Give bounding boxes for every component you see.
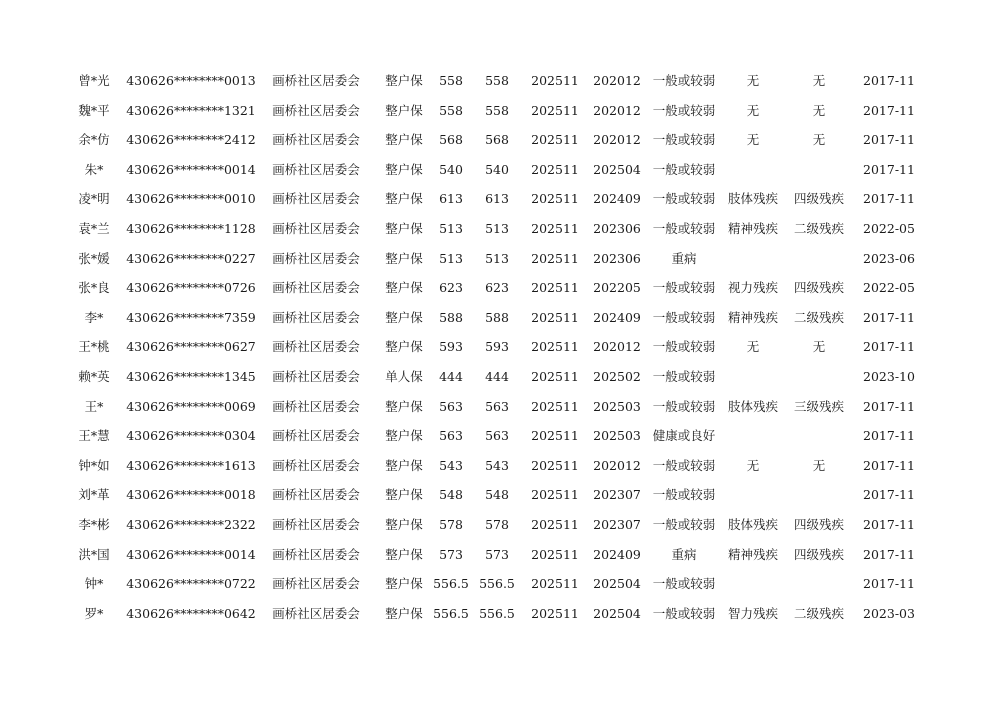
start-period-cell: 202511 [531,161,579,177]
resident-name-cell: 王* [84,398,104,414]
assistance-amount-total-cell: 513 [485,220,509,236]
id-number-cell: 430626********1321 [126,102,256,118]
assistance-amount-total-cell: 568 [485,132,509,148]
assistance-amount-total-cell: 556.5 [479,576,515,592]
start-period-cell: 202511 [531,576,579,592]
assistance-type-cell: 整户保 [385,309,423,325]
id-number-cell: 430626********0627 [126,339,256,355]
end-period-cell: 202504 [593,161,641,177]
start-period-cell: 202511 [531,132,579,148]
id-number-cell: 430626********0304 [126,428,256,444]
assistance-amount-total-cell: 613 [485,191,509,207]
id-number-cell: 430626********0010 [126,191,256,207]
assistance-amount-cell: 558 [439,102,463,118]
end-period-cell: 202503 [593,428,641,444]
table-row [0,66,1000,96]
community-name-cell: 画桥社区居委会 [272,576,360,592]
start-period-cell: 202511 [531,309,579,325]
community-name-cell: 画桥社区居委会 [272,220,360,236]
resident-name-cell: 余*仿 [78,132,110,148]
assistance-type-cell: 整户保 [385,280,423,296]
table-row [0,155,1000,185]
community-name-cell: 画桥社区居委会 [272,191,360,207]
enrollment-date-cell: 2017-11 [863,339,915,355]
table-row [0,451,1000,481]
assistance-amount-total-cell: 593 [485,339,509,355]
end-period-cell: 202012 [593,339,641,355]
enrollment-date-cell: 2017-11 [863,191,915,207]
assistance-amount-cell: 556.5 [433,576,469,592]
assistance-type-cell: 单人保 [385,368,423,384]
enrollment-date-cell: 2017-11 [863,132,915,148]
disability-type-cell: 视力残疾 [727,280,779,296]
enrollment-date-cell: 2022-05 [863,220,915,236]
disability-level-cell: 四级残疾 [793,191,845,207]
end-period-cell: 202409 [593,309,641,325]
id-number-cell: 430626********0726 [126,280,256,296]
id-number-cell: 430626********0227 [126,250,256,266]
disability-type-cell: 无 [746,339,760,355]
disability-type-cell: 肢体残疾 [727,398,779,414]
disability-type-cell: 智力残疾 [727,605,779,621]
start-period-cell: 202511 [531,546,579,562]
disability-type-cell: 无 [746,457,760,473]
community-name-cell: 画桥社区居委会 [272,309,360,325]
table-row [0,392,1000,422]
enrollment-date-cell: 2017-11 [863,102,915,118]
assistance-type-cell: 整户保 [385,516,423,532]
assistance-amount-cell: 556.5 [433,605,469,621]
community-name-cell: 画桥社区居委会 [272,516,360,532]
health-status-cell: 一般或较弱 [652,516,716,532]
enrollment-date-cell: 2023-03 [863,605,915,621]
end-period-cell: 202012 [593,132,641,148]
health-status-cell: 一般或较弱 [652,220,716,236]
end-period-cell: 202012 [593,102,641,118]
health-status-cell: 重病 [671,546,697,562]
start-period-cell: 202511 [531,191,579,207]
resident-name-cell: 魏*平 [78,102,110,118]
table-row [0,540,1000,570]
health-status-cell: 一般或较弱 [652,457,716,473]
assistance-type-cell: 整户保 [385,191,423,207]
resident-name-cell: 刘*革 [78,487,110,503]
disability-type-cell: 肢体残疾 [727,516,779,532]
table-row [0,332,1000,362]
id-number-cell: 430626********7359 [126,309,256,325]
id-number-cell: 430626********0014 [126,161,256,177]
disability-level-cell: 无 [812,102,826,118]
assistance-amount-total-cell: 573 [485,546,509,562]
assistance-type-cell: 整户保 [385,576,423,592]
table-row [0,599,1000,629]
assistance-amount-cell: 548 [439,487,463,503]
end-period-cell: 202306 [593,250,641,266]
enrollment-date-cell: 2017-11 [863,516,915,532]
assistance-amount-total-cell: 548 [485,487,509,503]
resident-name-cell: 王*桃 [78,339,110,355]
disability-level-cell: 四级残疾 [793,516,845,532]
id-number-cell: 430626********0018 [126,487,256,503]
id-number-cell: 430626********2412 [126,132,256,148]
assistance-type-cell: 整户保 [385,428,423,444]
id-number-cell: 430626********0014 [126,546,256,562]
end-period-cell: 202502 [593,368,641,384]
community-name-cell: 画桥社区居委会 [272,73,360,88]
resident-name-cell: 钟* [84,576,104,592]
id-number-cell: 430626********0642 [126,605,256,621]
assistance-type-cell: 整户保 [385,102,423,118]
end-period-cell: 202307 [593,516,641,532]
table-row [0,273,1000,303]
resident-name-cell: 洪*国 [78,546,110,562]
start-period-cell: 202511 [531,102,579,118]
health-status-cell: 一般或较弱 [652,73,716,88]
enrollment-date-cell: 2022-05 [863,280,915,296]
community-name-cell: 画桥社区居委会 [272,605,360,621]
disability-level-cell: 四级残疾 [793,546,845,562]
health-status-cell: 一般或较弱 [652,605,716,621]
assistance-amount-cell: 578 [439,516,463,532]
end-period-cell: 202503 [593,398,641,414]
assistance-amount-total-cell: 563 [485,398,509,414]
end-period-cell: 202409 [593,546,641,562]
assistance-amount-cell: 573 [439,546,463,562]
community-name-cell: 画桥社区居委会 [272,368,360,384]
end-period-cell: 202012 [593,457,641,473]
disability-level-cell: 无 [812,73,826,88]
disability-level-cell: 二级残疾 [793,220,845,236]
assistance-amount-cell: 588 [439,309,463,325]
health-status-cell: 一般或较弱 [652,487,716,503]
community-name-cell: 画桥社区居委会 [272,546,360,562]
start-period-cell: 202511 [531,398,579,414]
disability-type-cell: 精神残疾 [727,309,779,325]
assistance-type-cell: 整户保 [385,487,423,503]
id-number-cell: 430626********0013 [126,73,256,88]
health-status-cell: 一般或较弱 [652,368,716,384]
end-period-cell: 202307 [593,487,641,503]
assistance-type-cell: 整户保 [385,161,423,177]
health-status-cell: 一般或较弱 [652,309,716,325]
assistance-amount-total-cell: 623 [485,280,509,296]
end-period-cell: 202306 [593,220,641,236]
health-status-cell: 一般或较弱 [652,576,716,592]
community-name-cell: 画桥社区居委会 [272,280,360,296]
assistance-amount-total-cell: 588 [485,309,509,325]
start-period-cell: 202511 [531,457,579,473]
resident-name-cell: 凌*明 [78,191,110,207]
resident-name-cell: 李* [84,309,104,325]
disability-type-cell: 无 [746,73,760,88]
assistance-type-cell: 整户保 [385,132,423,148]
start-period-cell: 202511 [531,73,579,88]
resident-name-cell: 钟*如 [78,457,110,473]
disability-type-cell: 无 [746,132,760,148]
assistance-type-cell: 整户保 [385,73,423,88]
resident-name-cell: 李*彬 [78,516,110,532]
health-status-cell: 重病 [671,250,697,266]
enrollment-date-cell: 2017-11 [863,309,915,325]
resident-name-cell: 张*良 [78,280,110,296]
start-period-cell: 202511 [531,250,579,266]
assistance-type-cell: 整户保 [385,250,423,266]
health-status-cell: 一般或较弱 [652,161,716,177]
community-name-cell: 画桥社区居委会 [272,428,360,444]
disability-type-cell: 肢体残疾 [727,191,779,207]
enrollment-date-cell: 2017-11 [863,487,915,503]
end-period-cell: 202504 [593,605,641,621]
id-number-cell: 430626********1613 [126,457,256,473]
assistance-amount-cell: 543 [439,457,463,473]
health-status-cell: 一般或较弱 [652,339,716,355]
disability-type-cell: 精神残疾 [727,220,779,236]
health-status-cell: 一般或较弱 [652,102,716,118]
disability-level-cell: 无 [812,132,826,148]
table-row [0,244,1000,274]
resident-name-cell: 赖*英 [78,368,110,384]
assistance-type-cell: 整户保 [385,457,423,473]
table-row [0,214,1000,244]
health-status-cell: 一般或较弱 [652,398,716,414]
start-period-cell: 202511 [531,516,579,532]
assistance-amount-total-cell: 563 [485,428,509,444]
disability-level-cell: 无 [812,457,826,473]
assistance-amount-cell: 613 [439,191,463,207]
assistance-amount-cell: 558 [439,73,463,88]
assistance-amount-cell: 563 [439,398,463,414]
community-name-cell: 画桥社区居委会 [272,250,360,266]
community-name-cell: 画桥社区居委会 [272,457,360,473]
table-row [0,125,1000,155]
community-name-cell: 画桥社区居委会 [272,102,360,118]
assistance-amount-cell: 513 [439,220,463,236]
assistance-type-cell: 整户保 [385,220,423,236]
table-row [0,569,1000,599]
table-row [0,303,1000,333]
community-name-cell: 画桥社区居委会 [272,398,360,414]
resident-name-cell: 王*慧 [78,428,110,444]
resident-name-cell: 罗* [84,605,104,621]
assistance-amount-cell: 513 [439,250,463,266]
assistance-amount-total-cell: 540 [485,161,509,177]
assistance-amount-total-cell: 578 [485,516,509,532]
table-row [0,510,1000,540]
table-row [0,96,1000,126]
enrollment-date-cell: 2023-10 [863,368,915,384]
disability-level-cell: 二级残疾 [793,309,845,325]
enrollment-date-cell: 2017-11 [863,576,915,592]
end-period-cell: 202504 [593,576,641,592]
resident-name-cell: 朱* [84,161,104,177]
roster-table [0,66,1000,628]
assistance-type-cell: 整户保 [385,339,423,355]
disability-level-cell: 四级残疾 [793,280,845,296]
assistance-amount-total-cell: 543 [485,457,509,473]
disability-type-cell: 精神残疾 [727,546,779,562]
id-number-cell: 430626********0069 [126,398,256,414]
resident-name-cell: 袁*兰 [78,220,110,236]
start-period-cell: 202511 [531,487,579,503]
health-status-cell: 一般或较弱 [652,132,716,148]
assistance-amount-total-cell: 513 [485,250,509,266]
assistance-amount-total-cell: 558 [485,102,509,118]
health-status-cell: 一般或较弱 [652,280,716,296]
enrollment-date-cell: 2017-11 [863,73,915,88]
id-number-cell: 430626********1128 [126,220,256,236]
id-number-cell: 430626********1345 [126,368,256,384]
start-period-cell: 202511 [531,220,579,236]
disability-level-cell: 无 [812,339,826,355]
enrollment-date-cell: 2017-11 [863,428,915,444]
community-name-cell: 画桥社区居委会 [272,487,360,503]
health-status-cell: 一般或较弱 [652,191,716,207]
enrollment-date-cell: 2017-11 [863,161,915,177]
start-period-cell: 202511 [531,280,579,296]
assistance-amount-total-cell: 556.5 [479,605,515,621]
community-name-cell: 画桥社区居委会 [272,161,360,177]
start-period-cell: 202511 [531,428,579,444]
assistance-type-cell: 整户保 [385,605,423,621]
enrollment-date-cell: 2023-06 [863,250,915,266]
enrollment-date-cell: 2017-11 [863,457,915,473]
community-name-cell: 画桥社区居委会 [272,339,360,355]
end-period-cell: 202012 [593,73,641,88]
assistance-amount-cell: 593 [439,339,463,355]
assistance-amount-cell: 540 [439,161,463,177]
disability-level-cell: 三级残疾 [793,398,845,414]
id-number-cell: 430626********0722 [126,576,256,592]
community-name-cell: 画桥社区居委会 [272,132,360,148]
end-period-cell: 202205 [593,280,641,296]
start-period-cell: 202511 [531,605,579,621]
table-row [0,184,1000,214]
enrollment-date-cell: 2017-11 [863,398,915,414]
assistance-amount-total-cell: 558 [485,73,509,88]
start-period-cell: 202511 [531,339,579,355]
disability-type-cell: 无 [746,102,760,118]
id-number-cell: 430626********2322 [126,516,256,532]
assistance-amount-cell: 444 [439,368,463,384]
assistance-type-cell: 整户保 [385,398,423,414]
start-period-cell: 202511 [531,368,579,384]
assistance-amount-cell: 563 [439,428,463,444]
assistance-type-cell: 整户保 [385,546,423,562]
resident-name-cell: 曾*光 [78,73,110,88]
disability-level-cell: 二级残疾 [793,605,845,621]
assistance-amount-cell: 623 [439,280,463,296]
assistance-amount-cell: 568 [439,132,463,148]
enrollment-date-cell: 2017-11 [863,546,915,562]
resident-name-cell: 张*媛 [78,250,110,266]
table-row [0,362,1000,392]
assistance-amount-total-cell: 444 [485,368,509,384]
end-period-cell: 202409 [593,191,641,207]
table-row [0,480,1000,510]
table-row [0,421,1000,451]
health-status-cell: 健康或良好 [652,428,716,444]
